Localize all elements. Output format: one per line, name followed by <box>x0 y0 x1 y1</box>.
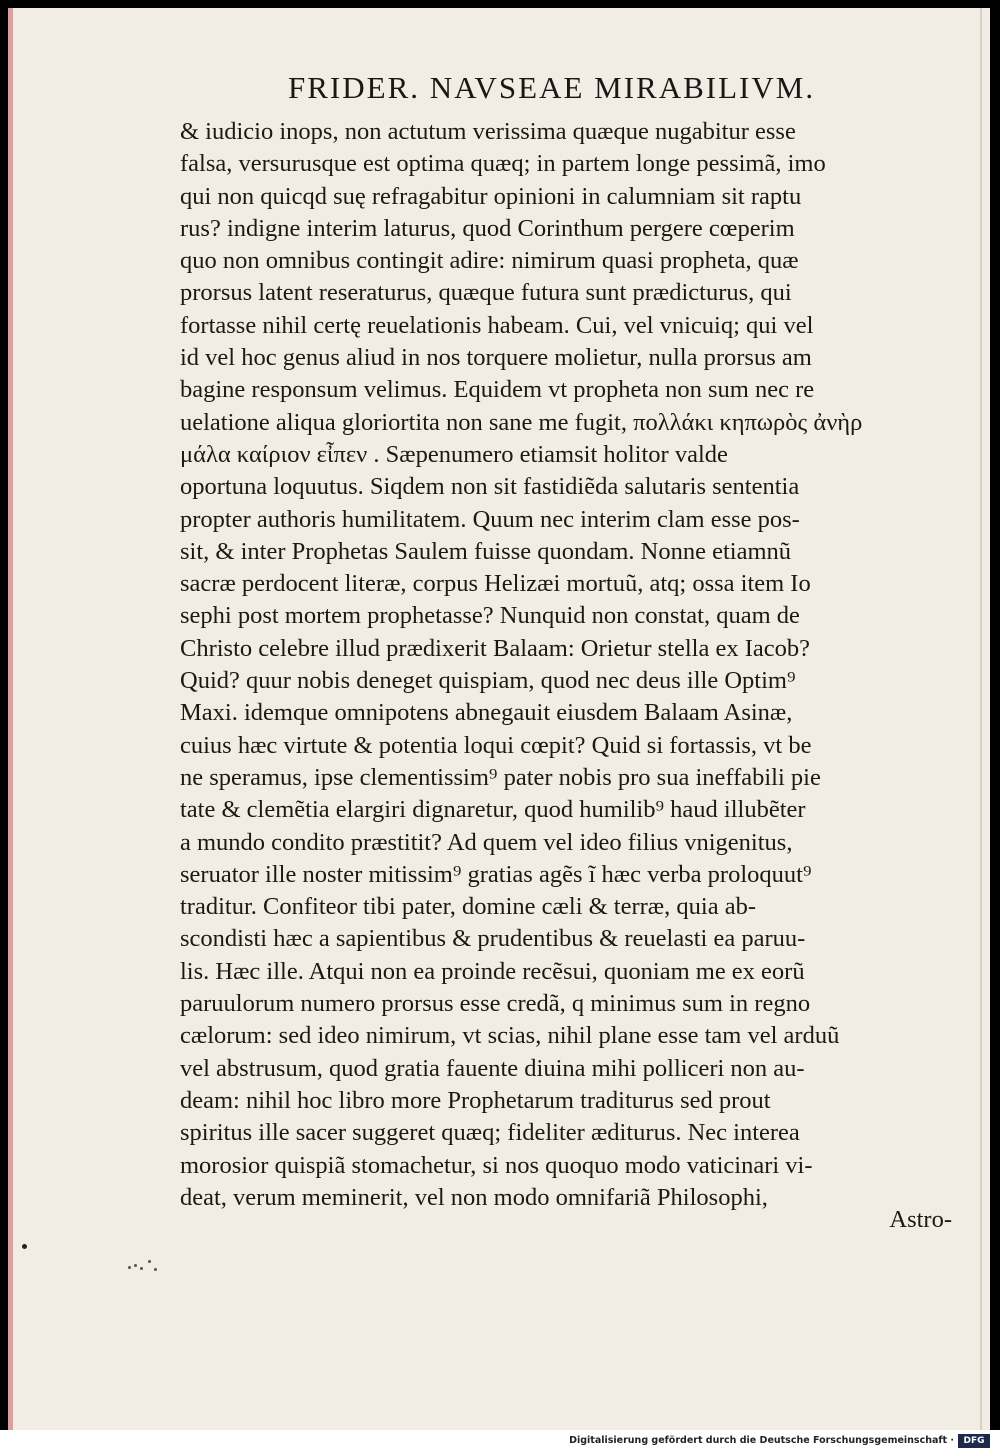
text-line: spiritus ille sacer suggeret quæq; fideliter æditurus. Nec interea <box>180 1119 800 1147</box>
running-head: FRIDER. NAVSEAE MIRABILIVM. <box>288 70 816 105</box>
funding-credit: Digitalisierung gefördert durch die Deutsche Forschungsgemeinschaft · <box>569 1435 954 1446</box>
text-line: lis. Hæc ille. Atqui non ea proinde recẽsui, quoniam me ex eorũ <box>180 957 805 985</box>
text-line: traditur. Confiteor tibi pater, domine cæli & terræ, quia ab- <box>180 893 756 921</box>
dfg-logo: DFG <box>958 1434 990 1448</box>
text-line: sephi post mortem prophetasse? Nunquid non constat, quam de <box>180 602 800 630</box>
text-line: propter authoris humilitatem. Quum nec interim clam esse pos- <box>180 505 800 533</box>
text-line: fortasse nihil certę reuelationis habeam. Cui, vel vnicuiq; qui vel <box>180 311 814 339</box>
text-line: bagine responsum velimus. Equidem vt propheta non sum nec re <box>180 376 815 404</box>
ink-smudge <box>128 1258 158 1274</box>
text-line: uelatione aliqua gloriortita non sane me fugit, πολλάκι κηπωρὸς ἀνὴρ <box>180 408 863 436</box>
text-line: deat, verum meminerit, vel non modo omnifariã Philosophi, <box>180 1183 768 1211</box>
text-line: seruator ille noster mitissim⁹ gratias agẽs ĩ hæc verba proloquut⁹ <box>180 860 812 888</box>
text-line: a mundo condito præstitit? Ad quem vel ideo filius vnigenitus, <box>180 828 793 856</box>
text-line: sacræ perdocent literæ, corpus Helizæi mortuũ, atq; ossa item Io <box>180 570 811 598</box>
text-line: cuius hæc virtute & potentia loqui cœpit? Quid si fortassis, vt be <box>180 731 812 759</box>
scanned-page <box>8 8 990 1430</box>
text-line: qui non quicqd suę refragabitur opinioni in calumniam sit raptu <box>180 182 802 210</box>
text-line: ne speramus, ipse clementissim⁹ pater nobis pro sua ineffabili pie <box>180 763 821 791</box>
text-line: rus? indigne interim laturus, quod Corinthum pergere cœperim <box>180 214 795 242</box>
text-line: Quid? quur nobis deneget quispiam, quod nec deus ille Optim⁹ <box>180 667 796 695</box>
text-line: paruulorum numero prorsus esse credã, q minimus sum in regno <box>180 990 811 1018</box>
text-line: falsa, versurusque est optima quæq; in partem longe pessimã, imo <box>180 150 826 178</box>
body-text <box>180 116 970 1214</box>
text-line: id vel hoc genus aliud in nos torquere molietur, nulla prorsus am <box>180 344 812 372</box>
text-line: & iudicio inops, non actutum verissima quæque nugabitur esse <box>180 118 796 145</box>
text-line: sit, & inter Prophetas Saulem fuisse quondam. Nonne etiamnũ <box>180 537 792 565</box>
text-line: tate & clemẽtia elargiri dignaretur, quod humilib⁹ haud illubẽter <box>180 796 806 824</box>
text-line: oportuna loquutus. Siqdem non sit fastidiẽda salutaris sententia <box>180 473 800 501</box>
ink-speck <box>22 1244 27 1249</box>
text-line: scondisti hæc a sapientibus & prudentibus & reuelasti ea paruu- <box>180 925 806 953</box>
text-line: Christo celebre illud prædixerit Balaam: Orietur stella ex Iacob? <box>180 634 810 662</box>
text-line: vel abstrusum, quod gratia fauente diuina mihi polliceri non au- <box>180 1054 805 1082</box>
text-line: quo non omnibus contingit adire: nimirum quasi propheta, quæ <box>180 247 799 275</box>
text-line: μάλα καίριον εἶπεν . Sæpenumero etiamsit holitor valde <box>180 440 728 468</box>
catchword: Astro- <box>889 1206 952 1233</box>
text-line: Maxi. idemque omnipotens abnegauit eiusdem Balaam Asinæ, <box>180 699 793 727</box>
footer-bar <box>0 1430 1000 1453</box>
text-line: deam: nihil hoc libro more Prophetarum traditurus sed prout <box>180 1086 771 1114</box>
text-line: cælorum: sed ideo nimirum, vt scias, nihil plane esse tam vel arduũ <box>180 1022 840 1050</box>
page-edge <box>980 8 982 1430</box>
text-line: prorsus latent reseraturus, quæque futura sunt prædicturus, qui <box>180 279 792 307</box>
text-line: morosior quispiã stomachetur, si nos quoquo modo vaticinari vi- <box>180 1151 813 1179</box>
